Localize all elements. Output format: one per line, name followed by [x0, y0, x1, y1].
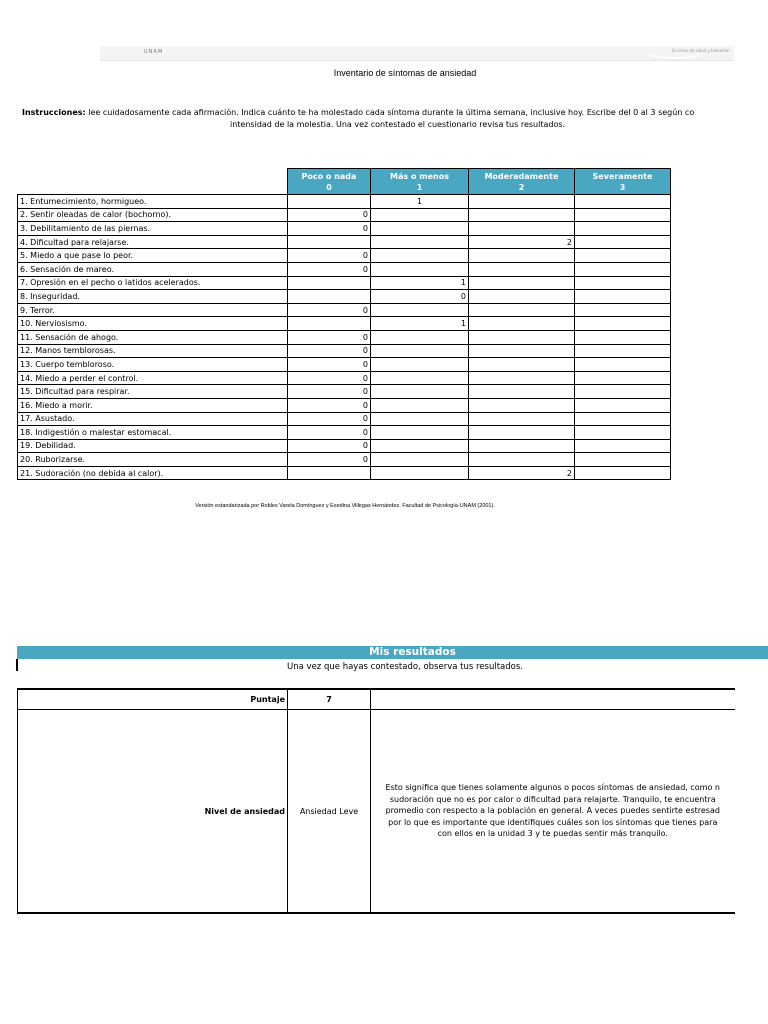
answer-cell-3[interactable] [575, 317, 671, 331]
answer-cell-1[interactable]: 0 [371, 290, 469, 304]
table-row [18, 317, 671, 331]
answer-cell-3[interactable] [575, 303, 671, 317]
answer-cell-0[interactable] [288, 276, 371, 290]
answer-cell-1[interactable] [371, 371, 469, 385]
score-row [18, 689, 735, 710]
answer-cell-0[interactable] [288, 466, 371, 480]
table-row [18, 249, 671, 263]
answer-cell-2[interactable]: 2 [469, 466, 575, 480]
instructions-label: Instrucciones: [22, 108, 86, 117]
answer-cell-0[interactable]: 0 [288, 358, 371, 372]
score-blank-cell [371, 689, 735, 710]
table-row [18, 222, 671, 236]
answer-cell-3[interactable] [575, 249, 671, 263]
answer-cell-3[interactable] [575, 208, 671, 222]
header-spacer [18, 169, 288, 195]
symptom-label: 17. Asustado. [18, 412, 288, 426]
column-header-1: Más o menos 1 [371, 169, 469, 195]
table-row [18, 358, 671, 372]
answer-cell-0[interactable]: 0 [288, 262, 371, 276]
answer-cell-3[interactable] [575, 222, 671, 236]
level-value: Ansiedad Leve [288, 710, 371, 914]
table-row [18, 453, 671, 467]
answer-cell-0[interactable]: 0 [288, 344, 371, 358]
answer-cell-1[interactable] [371, 358, 469, 372]
document-header-banner [100, 46, 734, 61]
column-header-3: Severamente 3 [575, 169, 671, 195]
table-row [18, 439, 671, 453]
answer-cell-0[interactable]: 0 [288, 385, 371, 399]
answer-cell-3[interactable] [575, 290, 671, 304]
symptom-label: 21. Sudoración (no debida al calor). [18, 466, 288, 480]
table-row [18, 276, 671, 290]
answer-cell-2[interactable] [469, 276, 575, 290]
answer-cell-1[interactable] [371, 398, 469, 412]
symptom-label: 20. Ruborizarse. [18, 453, 288, 467]
answer-cell-2[interactable] [469, 303, 575, 317]
table-row [18, 195, 671, 209]
answer-cell-1[interactable] [371, 262, 469, 276]
symptom-label: 6. Sensación de mareo. [18, 262, 288, 276]
column-header-0: Poco o nada 0 [288, 169, 371, 195]
table-row [18, 385, 671, 399]
symptom-label: 16. Miedo a morir. [18, 398, 288, 412]
table-row [18, 398, 671, 412]
symptom-label: 12. Manos temblorosas. [18, 344, 288, 358]
answer-cell-1[interactable] [371, 466, 469, 480]
answer-cell-1[interactable] [371, 426, 469, 440]
symptom-label: 3. Debilitamiento de las piernas. [18, 222, 288, 236]
symptom-label: 9. Terror. [18, 303, 288, 317]
answer-cell-0[interactable]: 0 [288, 222, 371, 236]
table-row [18, 344, 671, 358]
answer-cell-3[interactable] [575, 276, 671, 290]
results-table [17, 688, 735, 914]
answer-cell-3[interactable] [575, 466, 671, 480]
answer-cell-1[interactable]: 1 [371, 195, 469, 209]
answer-cell-0[interactable]: 0 [288, 303, 371, 317]
answer-cell-2[interactable] [469, 330, 575, 344]
answer-cell-0[interactable]: 0 [288, 412, 371, 426]
answer-cell-3[interactable] [575, 412, 671, 426]
unam-logo: UNAM [144, 49, 164, 55]
answer-cell-3[interactable] [575, 439, 671, 453]
instructions [22, 107, 742, 131]
answer-cell-0[interactable] [288, 317, 371, 331]
symptom-label: 10. Nerviosismo. [18, 317, 288, 331]
answer-cell-2[interactable]: 2 [469, 235, 575, 249]
table-row [18, 303, 671, 317]
answer-cell-2[interactable] [469, 262, 575, 276]
answer-cell-1[interactable] [371, 453, 469, 467]
banner-tagline: En línea de salud y bienestar [671, 48, 730, 53]
answer-cell-1[interactable] [371, 208, 469, 222]
answer-cell-0[interactable]: 0 [288, 249, 371, 263]
answer-cell-3[interactable] [575, 358, 671, 372]
table-row [18, 290, 671, 304]
answer-cell-3[interactable] [575, 385, 671, 399]
symptom-label: 8. Inseguridad. [18, 290, 288, 304]
document-title: Inventario de síntomas de ansiedad [333, 68, 477, 78]
answer-cell-1[interactable] [371, 249, 469, 263]
level-description: Esto significa que tienes solamente algunos o pocos síntomas de ansiedad, como n sudoración que no es por calor o dificultad para relajarte. Tranquilo, te encuentra promedio con respecto a la población en general. A veces puedes sentirte estresad por lo que es importante que identifiques cuáles son los síntomas que tienes para con ellos en la unidad 3 y te puedas sentir más tranquilo. [371, 710, 735, 914]
answer-cell-1[interactable] [371, 344, 469, 358]
answer-cell-2[interactable] [469, 453, 575, 467]
symptom-inventory-table [17, 168, 671, 480]
symptom-label: 18. Indigestión o malestar estomacal. [18, 426, 288, 440]
answer-cell-1[interactable] [371, 235, 469, 249]
answer-cell-0[interactable]: 0 [288, 398, 371, 412]
answer-cell-0[interactable] [288, 235, 371, 249]
answer-cell-2[interactable] [469, 222, 575, 236]
answer-cell-3[interactable] [575, 262, 671, 276]
results-subtitle: Una vez que hayas contestado, observa tus resultados. [287, 662, 523, 672]
level-label: Nivel de ansiedad [18, 710, 288, 914]
symptom-label: 14. Miedo a perder el control. [18, 371, 288, 385]
table-row [18, 412, 671, 426]
score-label: Puntaje [18, 689, 288, 710]
answer-cell-2[interactable] [469, 290, 575, 304]
answer-cell-2[interactable] [469, 398, 575, 412]
answer-cell-0[interactable] [288, 195, 371, 209]
answer-cell-3[interactable] [575, 344, 671, 358]
answer-cell-3[interactable] [575, 195, 671, 209]
instructions-line2: intensidad de la molestia. Una vez contestado el cuestionario revisa tus resultados. [230, 120, 566, 129]
symptom-label: 11. Sensación de ahogo. [18, 330, 288, 344]
answer-cell-2[interactable] [469, 426, 575, 440]
symptom-label: 13. Cuerpo tembloroso. [18, 358, 288, 372]
symptom-label: 19. Debilidad. [18, 439, 288, 453]
answer-cell-2[interactable] [469, 249, 575, 263]
answer-cell-0[interactable]: 0 [288, 426, 371, 440]
table-row [18, 371, 671, 385]
answer-cell-1[interactable] [371, 412, 469, 426]
table-row [18, 330, 671, 344]
table-row [18, 466, 671, 480]
symptom-label: 1. Entumecimiento, hormigueo. [18, 195, 288, 209]
answer-cell-1[interactable] [371, 385, 469, 399]
answer-cell-0[interactable]: 0 [288, 453, 371, 467]
answer-cell-1[interactable] [371, 303, 469, 317]
table-row [18, 426, 671, 440]
symptom-label: 15. Dificultad para respirar. [18, 385, 288, 399]
answer-cell-1[interactable]: 1 [371, 276, 469, 290]
answer-cell-3[interactable] [575, 330, 671, 344]
answer-cell-2[interactable] [469, 317, 575, 331]
answer-cell-2[interactable] [469, 371, 575, 385]
answer-cell-0[interactable]: 0 [288, 371, 371, 385]
answer-cell-2[interactable] [469, 195, 575, 209]
answer-cell-2[interactable] [469, 412, 575, 426]
table-row [18, 262, 671, 276]
answer-cell-0[interactable] [288, 290, 371, 304]
answer-cell-0[interactable]: 0 [288, 208, 371, 222]
answer-cell-2[interactable] [469, 439, 575, 453]
answer-cell-1[interactable] [371, 439, 469, 453]
symptom-label: 2. Sentir oleadas de calor (bochorno). [18, 208, 288, 222]
answer-cell-2[interactable] [469, 344, 575, 358]
answer-cell-3[interactable] [575, 235, 671, 249]
table-row [18, 208, 671, 222]
score-value: 7 [288, 689, 371, 710]
symptom-label: 4. Dificultad para relajarse. [18, 235, 288, 249]
answer-cell-0[interactable]: 0 [288, 439, 371, 453]
answer-cell-3[interactable] [575, 426, 671, 440]
answer-cell-1[interactable] [371, 330, 469, 344]
answer-cell-2[interactable] [469, 358, 575, 372]
symptom-label: 7. Opresión en el pecho o latidos acelerados. [18, 276, 288, 290]
results-heading: Mis resultados [17, 646, 768, 659]
answer-cell-1[interactable] [371, 222, 469, 236]
level-row [18, 710, 735, 914]
column-header-2: Moderadamente 2 [469, 169, 575, 195]
answer-cell-1[interactable]: 1 [371, 317, 469, 331]
symptom-label: 5. Miedo a que pase lo peor. [18, 249, 288, 263]
answer-cell-2[interactable] [469, 208, 575, 222]
answer-cell-3[interactable] [575, 371, 671, 385]
answer-cell-0[interactable]: 0 [288, 330, 371, 344]
footnote: Versión estandarizada por Robles Varela Domínguez y Esedina Villegas Hernández. Facultad de Psicología-UNAM (2001). [195, 503, 495, 509]
table-row [18, 235, 671, 249]
answer-cell-2[interactable] [469, 385, 575, 399]
instructions-line1: lee cuidadosamente cada afirmación. Indica cuánto te ha molestado cada síntoma durante la última semana, inclusive hoy. Escribe del 0 al 3 según co [85, 108, 695, 117]
answer-cell-3[interactable] [575, 398, 671, 412]
answer-cell-3[interactable] [575, 453, 671, 467]
